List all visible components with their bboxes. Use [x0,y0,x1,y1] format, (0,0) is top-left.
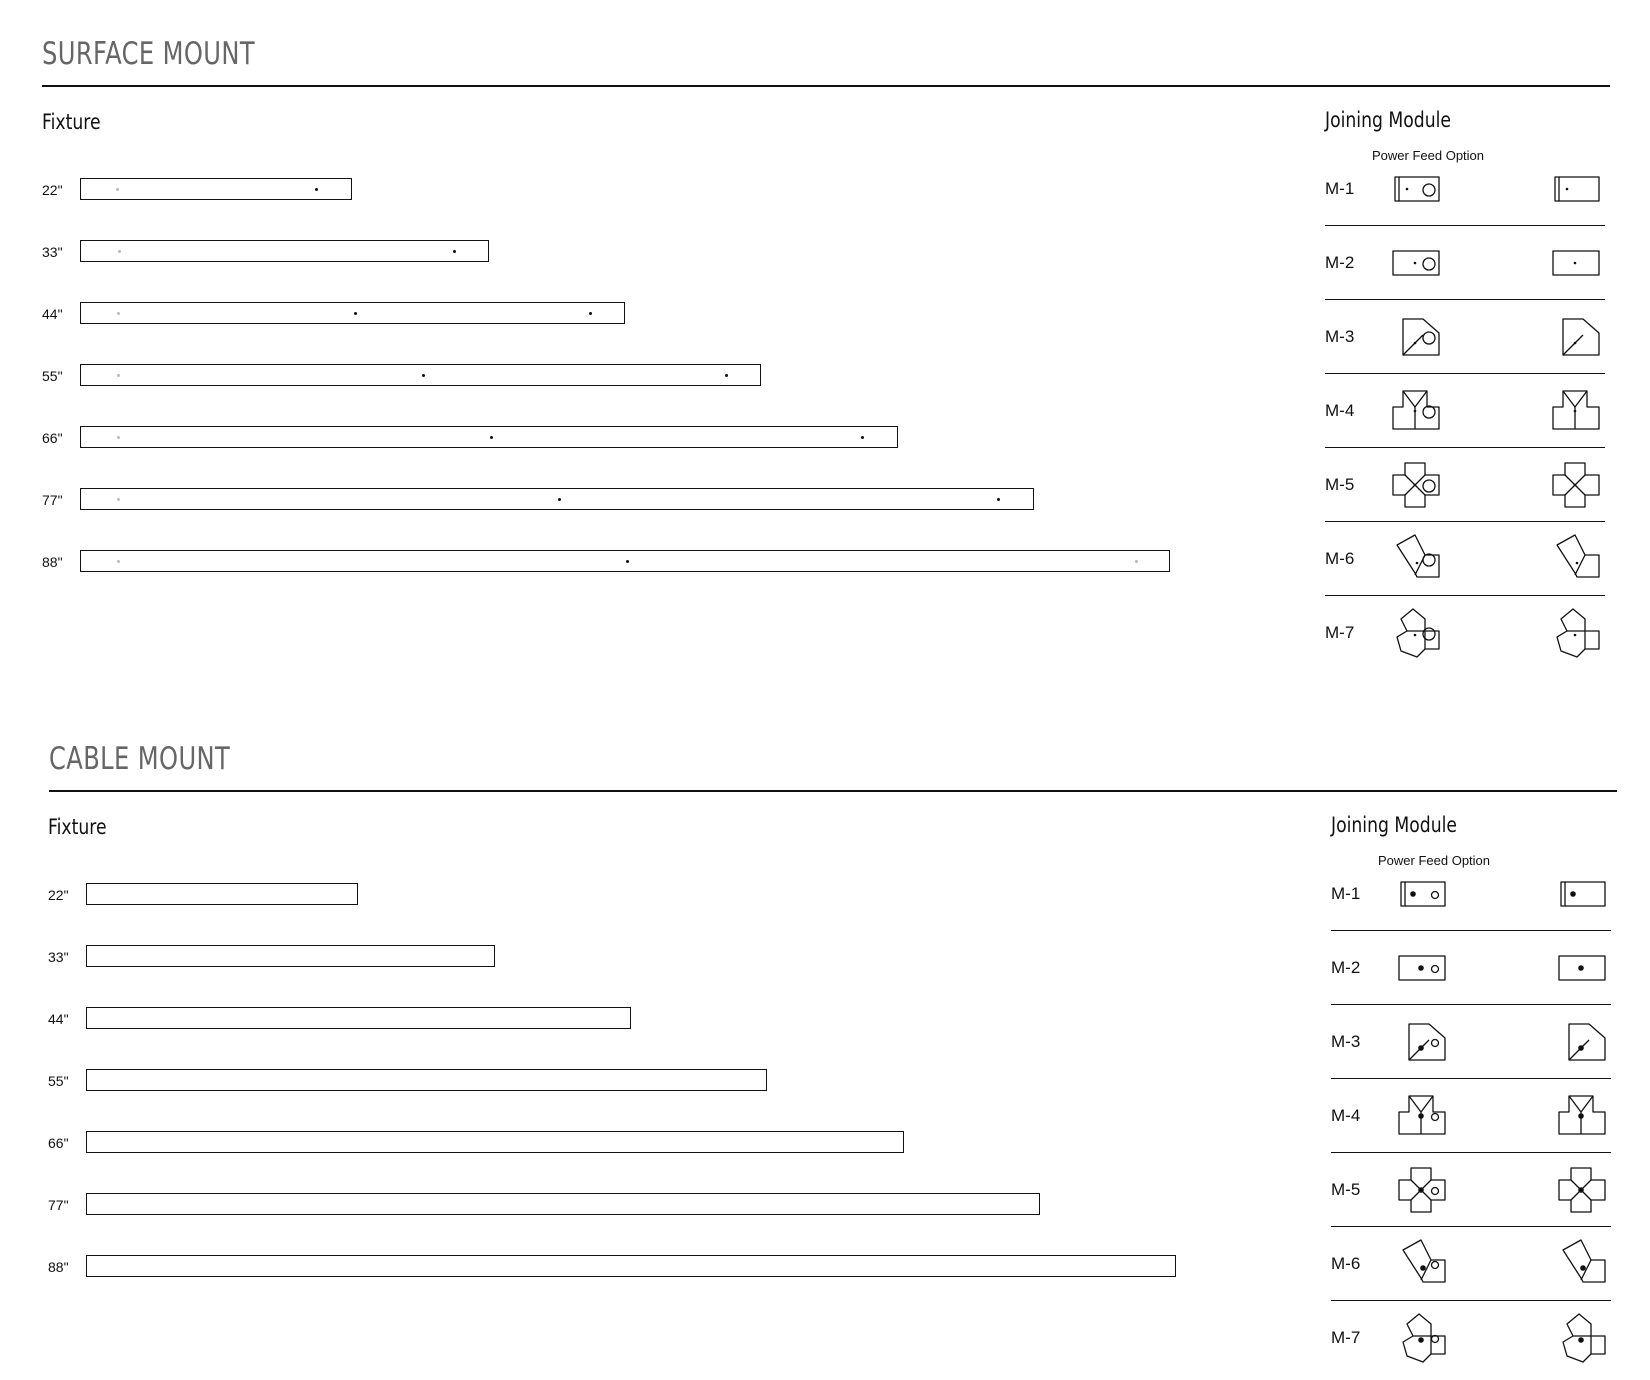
module-with-power-feed [1393,1088,1449,1144]
module-outline [1563,1314,1605,1362]
module-label: M-6 [1331,1254,1361,1273]
module-label: M-3 [1331,1032,1361,1051]
junction-dot [1578,1045,1584,1051]
joining-module-heading: Joining Module [1331,813,1458,837]
fixture-bar [86,883,358,905]
fixture-length-label: 55" [42,368,63,384]
fixture-length-label: 33" [48,949,69,965]
module-label: M-4 [1325,401,1355,420]
module-label: M-7 [1331,1328,1361,1347]
fixture-bar [86,1255,1176,1277]
junction-dot [1418,965,1424,971]
power-feed-circle [1432,892,1439,899]
module-with-power-feed [1393,1162,1449,1218]
power-feed-option-label: Power Feed Option [1372,148,1485,163]
module-outline [1561,882,1605,906]
junction-dot [1578,1187,1584,1193]
module-diagram-icon [1553,1162,1609,1218]
junction-dot [1578,965,1584,971]
module-outline [1563,1240,1605,1282]
module-outline [1569,1040,1589,1060]
module-outline [1409,1040,1429,1060]
fixture-length-label: 22" [42,182,63,198]
module-without-power-feed [1553,1162,1609,1218]
module-row [1331,1080,1611,1154]
fixture-row [48,883,362,907]
section-title: SURFACE MOUNT [42,36,256,72]
module-label: M-1 [1331,884,1361,903]
fixture-heading: Fixture [42,110,101,134]
module-with-power-feed [1393,1310,1449,1366]
module-without-power-feed [1553,1088,1609,1144]
module-without-power-feed [1553,940,1609,996]
fixture-length-label: 33" [42,244,63,260]
fixture-row [48,1069,771,1093]
junction-dot [1420,1265,1426,1271]
fixture-length-label: 88" [48,1259,69,1275]
power-feed-circle [1432,1040,1439,1047]
module-with-power-feed [1393,866,1449,922]
section-title: CABLE MOUNT [49,741,231,777]
joining-module-heading: Joining Module [1325,108,1452,132]
junction-dot [1418,1187,1424,1193]
fixture-bar [86,1193,1040,1215]
module-label: M-2 [1325,253,1355,272]
module-without-power-feed [1553,1014,1609,1070]
module-row [1331,1228,1611,1302]
module-label: M-3 [1325,327,1355,346]
module-label: M-5 [1325,475,1355,494]
fixture-length-label: 55" [48,1073,69,1089]
fixture-length-label: 77" [42,492,63,508]
fixture-length-label: 22" [48,887,69,903]
power-feed-circle [1432,1262,1439,1269]
power-feed-circle [1432,1188,1439,1195]
module-diagram-icon [1553,1088,1609,1144]
module-feed-diagram-icon [1393,1088,1449,1144]
junction-dot [1418,1113,1424,1119]
module-with-power-feed [1393,1014,1449,1070]
junction-dot [1580,1265,1586,1271]
module-without-power-feed [1553,1236,1609,1292]
fixture-length-label: 77" [48,1197,69,1213]
fixture-row [48,945,499,969]
module-diagram-icon [1553,1310,1609,1366]
module-with-power-feed [1393,940,1449,996]
power-feed-circle [1432,966,1439,973]
power-feed-circle [1432,1114,1439,1121]
module-row [1331,858,1611,932]
section-rule [49,790,1617,792]
fixture-row [48,1255,1180,1279]
fixture-bar [86,1069,767,1091]
module-row [1331,1154,1611,1228]
module-diagram-icon [1553,866,1609,922]
module-label: M-1 [1325,179,1355,198]
module-feed-diagram-icon [1393,1236,1449,1292]
module-without-power-feed [1553,866,1609,922]
module-feed-diagram-icon [1393,940,1449,996]
module-row [1331,1302,1611,1376]
module-outline [1409,1096,1433,1112]
fixture-length-label: 66" [48,1135,69,1151]
module-without-power-feed [1553,1310,1609,1366]
fixture-bar [86,945,495,967]
module-row [1331,1006,1611,1080]
module-row [1331,932,1611,1006]
module-label: M-4 [1331,1106,1361,1125]
module-label: M-5 [1331,1180,1361,1199]
junction-dot [1410,891,1416,897]
module-label: M-2 [1331,958,1361,977]
module-diagram-icon [1553,1014,1609,1070]
junction-dot [1578,1337,1584,1343]
junction-dot [1418,1337,1424,1343]
module-with-power-feed [1393,1236,1449,1292]
fixture-bar [86,1007,631,1029]
module-outline [1403,1240,1445,1282]
fixture-bar [86,1131,904,1153]
module-label: M-7 [1325,623,1355,642]
module-diagram-icon [1553,1236,1609,1292]
module-outline [1569,1096,1593,1112]
fixture-row [48,1131,908,1155]
fixture-length-label: 44" [42,306,63,322]
fixture-heading: Fixture [48,815,107,839]
junction-dot [1578,1113,1584,1119]
module-feed-diagram-icon [1393,1310,1449,1366]
module-feed-diagram-icon [1393,1014,1449,1070]
module-label: M-6 [1325,549,1355,568]
fixture-length-label: 66" [42,430,63,446]
junction-dot [1418,1045,1424,1051]
fixture-length-label: 44" [48,1011,69,1027]
fixture-row [48,1007,635,1031]
module-feed-diagram-icon [1393,866,1449,922]
fixture-row [48,1193,1044,1217]
module-diagram-icon [1553,940,1609,996]
junction-dot [1570,891,1576,897]
module-feed-diagram-icon [1393,1162,1449,1218]
fixture-length-label: 88" [42,554,63,570]
power-feed-option-label: Power Feed Option [1378,853,1491,868]
